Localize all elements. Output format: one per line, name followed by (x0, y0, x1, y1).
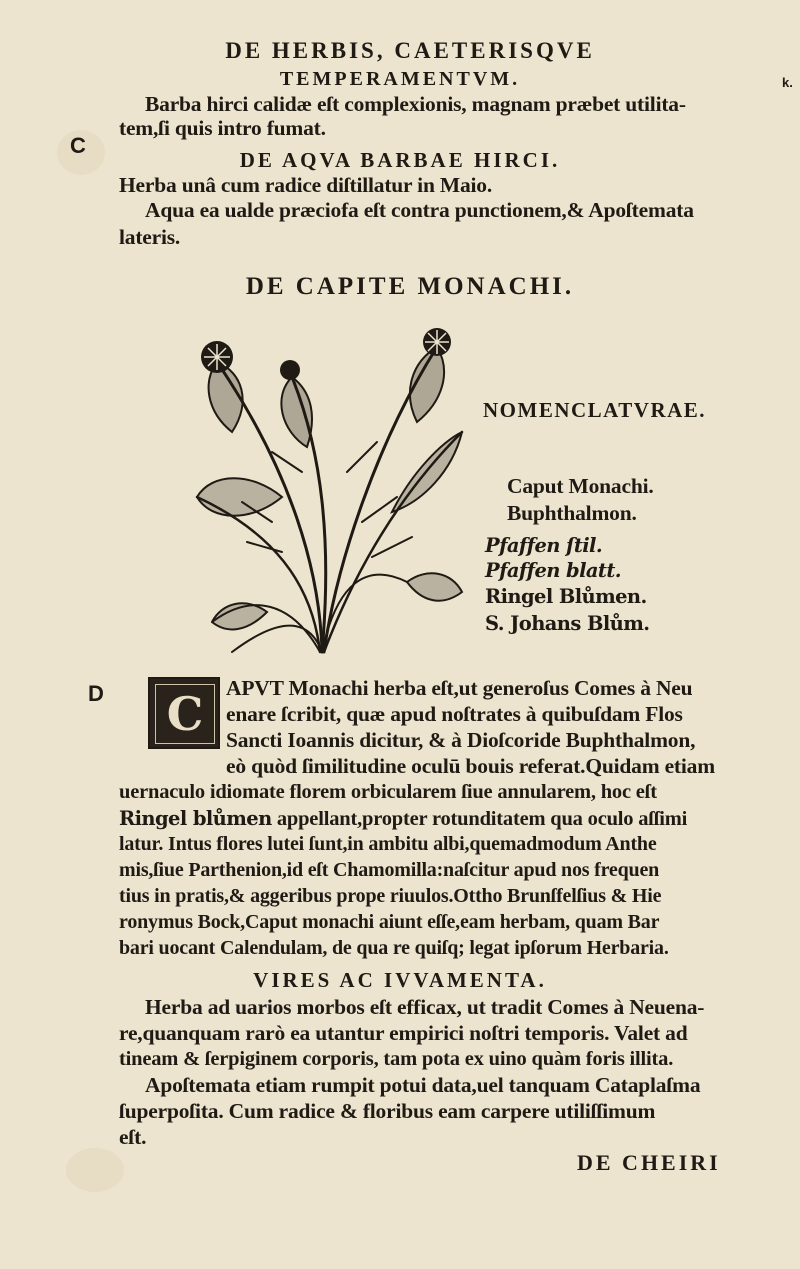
text-line: ronymus Bock,Caput monachi aiunt eſſe,eam herbam, quam Bar (119, 911, 660, 933)
text-line: Sancti Ioannis dicitur, & à Dioſcoride Buphthalmon, (226, 728, 696, 752)
text-line: tem,ſi quis intro fumat. (119, 116, 326, 140)
text-line: lateris. (119, 225, 181, 249)
text-line: appellant,propter rotunditatem qua oculo aſſimi (276, 808, 688, 830)
text-line: Barba hirci calidæ eſt complexionis, magnam præbet utilita- (145, 92, 686, 116)
german-name: Ringel Blůmen. (485, 585, 647, 608)
german-name: S. Johans Blům. (485, 612, 650, 635)
latin-name: Caput Monachi. (507, 474, 654, 498)
fraktur-word: Ringel blůmen (119, 807, 272, 830)
margin-mark-c: C (70, 133, 86, 158)
temperamentum-heading: TEMPERAMENTVM. (279, 68, 521, 90)
text-line: mis,ſiue Parthenion,id eſt Chamomilla:naſcitur apud nos frequen (119, 859, 660, 881)
text-line: bari uocant Calendulam, de qua re quiſq; legat ipſorum Herbaria. (119, 937, 669, 959)
text-line: latur. Intus flores lutei ſunt,in ambitu albi,quemadmodum Anthe (119, 833, 657, 855)
german-name: Pfaffen ſtil. (485, 534, 603, 557)
section-heading-aqua: DE AQVA BARBAE HIRCI. (239, 148, 561, 172)
text-line: Herba unâ cum radice diſtillatur in Maio. (119, 173, 493, 197)
text-line: tineam & ſerpiginem corporis, tam pota ex uino quàm foris illita. (119, 1048, 674, 1070)
section-heading-capite: DE CAPITE MONACHI. (245, 273, 575, 300)
text-line: uernaculo idiomate florem orbicularem ſiue annularem, hoc eſt (119, 781, 657, 803)
text-line: Aqua ea ualde præciofa eſt contra punctionem,& Apoſtemata (145, 198, 694, 222)
margin-mark-k: k. (782, 75, 793, 90)
decorated-initial-icon (148, 677, 220, 749)
text-line: enare ſcribit, quæ apud noſtrates à quibuſdam Flos (226, 702, 683, 726)
latin-name: Buphthalmon. (507, 501, 637, 525)
nomenclature-heading: NOMENCLATVRAE. (483, 398, 707, 422)
margin-mark-d: D (88, 681, 104, 706)
section-heading-vires: VIRES AC IVVAMENTA. (253, 968, 547, 992)
catchword: DE CHEIRI (577, 1150, 721, 1175)
text-line: tius in pratis,& aggeribus prope riuulos.Ottho Brunſfelſius & Hie (119, 885, 662, 907)
text-line: re,quanquam rarò ea utantur empirici noſtri temporis. Valet ad (119, 1021, 688, 1045)
text-line: Apoſtemata etiam rumpit potui data,uel tanquam Cataplaſma (145, 1073, 701, 1097)
text-line: eſt. (119, 1125, 147, 1149)
text-line: ſuperpoſita. Cum radice & floribus eam carpere utiliſſimum (119, 1099, 656, 1123)
text-line: APVT Monachi herba eſt,ut generoſus Comes à Neu (226, 676, 693, 700)
text-line: eò quòd ſimilitudine oculū bouis referat.Quidam etiam (226, 754, 715, 778)
dandelion-woodcut-icon (172, 322, 472, 662)
text-line: Herba ad uarios morbos eſt efficax, ut tradit Comes à Neuena- (145, 995, 705, 1019)
german-name: Pfaffen blatt. (485, 559, 621, 582)
running-title: DE HERBIS, CAETERISQVE (225, 38, 595, 63)
initial-letter: C (166, 687, 204, 741)
library-stamp-mark (66, 1148, 124, 1192)
